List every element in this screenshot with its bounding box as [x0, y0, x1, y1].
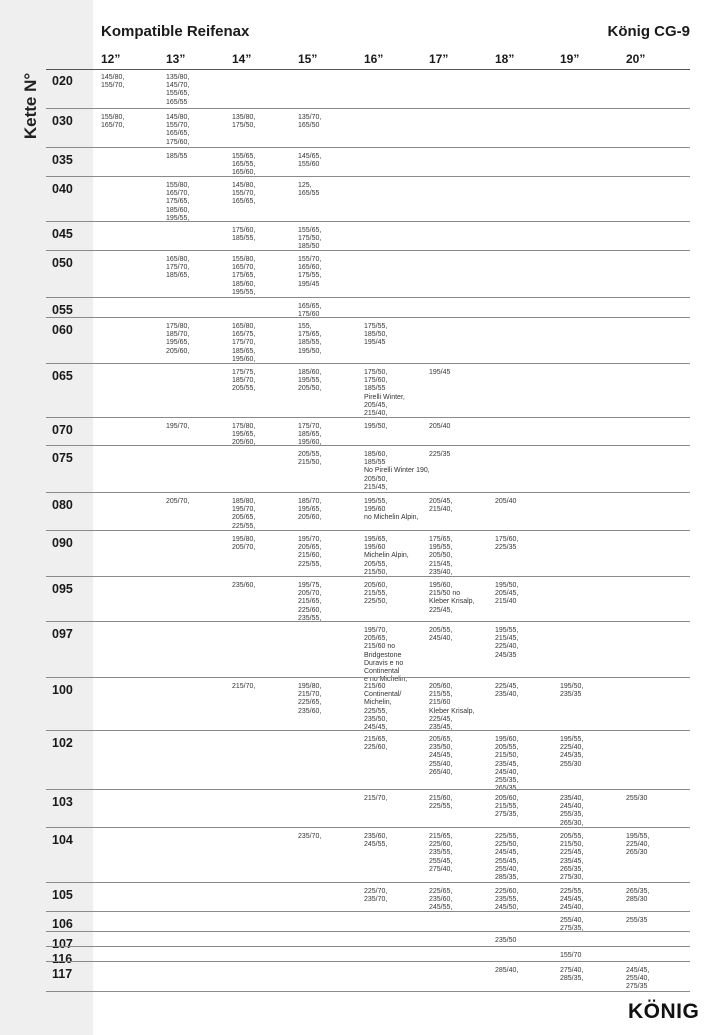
- tire-size-cell: 145/80, 155/70,: [101, 74, 125, 90]
- tire-size-cell: 125, 165/55: [298, 182, 320, 198]
- chain-code: 055: [52, 303, 73, 317]
- tire-size-cell: 205/55, 245/40,: [429, 627, 453, 643]
- tire-size-cell: 215/65, 225/60,: [364, 736, 388, 752]
- tire-size-cell: 175/65, 195/55, 205/50, 215/45, 235/40,: [429, 536, 453, 576]
- tire-size-cell: 185/60, 185/55 No Pirelli Winter 190, 205/50, 215/45,: [364, 451, 430, 491]
- chain-code: 045: [52, 227, 73, 241]
- table-row: [46, 828, 690, 883]
- chain-code: 117: [52, 967, 73, 981]
- tire-size-cell: 185/55: [166, 153, 188, 160]
- tire-size-cell: 225/70, 235/70,: [364, 888, 388, 904]
- table-row: [46, 222, 690, 251]
- tire-size-cell: 195/70, 205/65, 215/60 no Bridgestone Duravis e no Continental e no Michelin,: [364, 627, 408, 684]
- tire-size-cell: 205/40: [495, 498, 517, 505]
- size-header: 17”: [429, 52, 449, 66]
- chain-code: 106: [52, 917, 73, 931]
- table-row: [46, 251, 690, 298]
- tire-size-cell: 155, 175/65, 185/55, 195/50,: [298, 323, 322, 355]
- tire-size-cell: 175/70, 185/65, 195/60,: [298, 423, 322, 447]
- tire-size-cell: 215/60, 225/55,: [429, 795, 453, 811]
- tire-size-cell: 195/60, 205/55, 215/50, 235/45, 245/40, 255/35, 265/35,: [495, 736, 519, 793]
- tire-size-cell: 175/60, 185/55,: [232, 227, 256, 243]
- tire-size-cell: 195/50, 205/45, 215/40: [495, 582, 519, 606]
- chain-code: 070: [52, 423, 73, 437]
- konig-logo-text: KÖNIG: [628, 1000, 700, 1021]
- table-row: [46, 531, 690, 577]
- tire-size-cell: 135/70, 165/50: [298, 114, 322, 130]
- tire-size-cell: 205/40: [429, 423, 451, 430]
- tire-size-cell: 155/80, 165/70, 175/65, 185/60, 195/55,: [166, 182, 190, 222]
- tire-size-cell: 235/40, 245/40, 255/35, 265/30,: [560, 795, 584, 827]
- chain-code: 102: [52, 736, 73, 750]
- chain-code: 060: [52, 323, 73, 337]
- tire-size-cell: 275/40, 285/35,: [560, 967, 584, 983]
- table-row: [46, 418, 690, 446]
- tire-size-cell: 145/65, 155/60: [298, 153, 322, 169]
- chain-code: 103: [52, 795, 73, 809]
- chain-code: 107: [52, 937, 73, 951]
- chain-code: 105: [52, 888, 73, 902]
- tire-size-cell: 225/65, 235/60, 245/55,: [429, 888, 453, 912]
- tire-size-cell: 235/50: [495, 937, 517, 944]
- tire-size-cell: 225/55, 245/45, 245/40,: [560, 888, 584, 912]
- tire-size-cell: 205/60, 215/55, 225/50,: [364, 582, 388, 606]
- tire-size-cell: 205/60, 215/55, 275/35,: [495, 795, 519, 819]
- table-row: [46, 790, 690, 828]
- size-header: 13”: [166, 52, 186, 66]
- vertical-label-chain-number: Kette N°: [21, 72, 40, 140]
- tire-size-cell: 215/70,: [232, 683, 256, 690]
- tire-size-cell: 175/55, 185/50, 195/45: [364, 323, 388, 347]
- tire-size-cell: 165/80, 165/75, 175/70, 185/65, 195/60,: [232, 323, 256, 363]
- tire-size-cell: 195/50, 235/35: [560, 683, 584, 699]
- table-row: [46, 364, 690, 418]
- tire-size-cell: 215/65, 225/60, 235/55, 255/45, 275/40,: [429, 833, 453, 873]
- tire-size-cell: 185/60, 195/55, 205/50,: [298, 369, 322, 393]
- tire-size-cell: 215/60 Continental/ Michelin, 225/55, 235/50, 245/45,: [364, 683, 402, 732]
- table-row: [46, 69, 690, 109]
- tire-size-cell: 195/80, 215/70, 225/65, 235/60,: [298, 683, 322, 715]
- tire-size-cell: 185/70, 195/65, 205/60,: [298, 498, 322, 522]
- tire-size-cell: 195/50,: [364, 423, 388, 430]
- table-row: [46, 446, 690, 493]
- product-title: König CG-9: [607, 23, 690, 40]
- chain-code: 097: [52, 627, 73, 641]
- table-row: [46, 947, 690, 966]
- tire-size-cell: 235/70,: [298, 833, 322, 840]
- tire-size-cell: 195/65, 195/60 Michelin Alpin, 205/55, 215/50,: [364, 536, 409, 576]
- tire-size-cell: 165/65, 175/60: [298, 303, 322, 319]
- chain-code: 065: [52, 369, 73, 383]
- table-row: [46, 962, 690, 992]
- chain-code: 020: [52, 74, 73, 88]
- tire-size-cell: 175/60, 225/35: [495, 536, 519, 552]
- tire-size-cell: 255/35: [626, 917, 648, 924]
- size-header: 20”: [626, 52, 646, 66]
- table-row: [46, 109, 690, 148]
- table-row: [46, 493, 690, 531]
- tire-size-cell: 205/60, 215/55, 215/60 Kleber Krisalp, 225/45, 235/45,: [429, 683, 475, 732]
- tire-size-cell: 205/65, 235/50, 245/45, 255/40, 265/40,: [429, 736, 453, 776]
- tire-size-cell: 175/80, 195/65, 205/60,: [232, 423, 256, 447]
- size-header: 14”: [232, 52, 252, 66]
- tire-size-cell: 225/45, 235/40,: [495, 683, 519, 699]
- tire-size-cell: 135/80, 175/50,: [232, 114, 256, 130]
- chain-code: 116: [52, 952, 73, 966]
- tire-size-cell: 195/55, 215/45, 225/40, 245/35: [495, 627, 519, 659]
- tire-size-cell: 135/80, 145/70, 155/65, 165/55: [166, 74, 190, 106]
- table-row: [46, 298, 690, 318]
- tire-size-cell: 205/55, 215/50, 225/45, 235/45, 265/35, 275/30,: [560, 833, 584, 882]
- tire-size-cell: 205/70,: [166, 498, 190, 505]
- chain-code: 095: [52, 582, 73, 596]
- row-divider: [46, 991, 690, 992]
- tire-size-cell: 255/40, 275/35,: [560, 917, 584, 933]
- tire-size-cell: 195/75, 205/70, 215/65, 225/60, 235/55,: [298, 582, 322, 622]
- chain-code: 030: [52, 114, 73, 128]
- chain-code: 035: [52, 153, 73, 167]
- tire-size-cell: 145/80, 155/70, 165/65,: [232, 182, 256, 206]
- page-title: Kompatible Reifenax: [101, 23, 250, 40]
- tire-size-cell: 155/80, 165/70,: [101, 114, 125, 130]
- table-row: [46, 731, 690, 793]
- table-row: [46, 577, 690, 622]
- table-row: [46, 622, 690, 684]
- tire-size-cell: 155/70, 165/60, 175/55, 195/45: [298, 256, 322, 288]
- table-row: [46, 678, 690, 731]
- tire-size-cell: 195/70,: [166, 423, 190, 430]
- chain-code: 100: [52, 683, 73, 697]
- table-row: [46, 912, 690, 932]
- tire-size-cell: 155/80, 165/70, 175/65, 185/60, 195/55,: [232, 256, 256, 296]
- size-header: 12”: [101, 52, 121, 66]
- tire-size-cell: 195/60, 215/50 no Kleber Krisalp, 225/45,: [429, 582, 475, 614]
- tire-size-cell: 285/40,: [495, 967, 519, 974]
- tire-size-cell: 155/65, 175/50, 185/50: [298, 227, 322, 251]
- tire-size-cell: 195/55, 225/40, 245/35, 255/30: [560, 736, 584, 768]
- table-row: [46, 148, 690, 177]
- tire-size-cell: 195/80, 205/70,: [232, 536, 256, 552]
- tire-size-cell: 175/80, 185/70, 195/65, 205/60,: [166, 323, 190, 355]
- chain-code: 090: [52, 536, 73, 550]
- tire-size-cell: 215/70,: [364, 795, 388, 802]
- tire-size-cell: 195/55, 225/40, 265/30: [626, 833, 650, 857]
- tire-size-cell: 155/70: [560, 952, 582, 959]
- table-row: [46, 883, 690, 912]
- tire-size-cell: 195/70, 205/65, 215/60, 225/55,: [298, 536, 322, 568]
- tire-size-cell: 195/45: [429, 369, 451, 376]
- tire-size-cell: 185/80, 195/70, 205/65, 225/55,: [232, 498, 256, 530]
- size-header: 15”: [298, 52, 318, 66]
- tire-size-cell: 175/75, 185/70, 205/55,: [232, 369, 256, 393]
- tire-size-cell: 225/55, 225/50, 245/45, 255/45, 255/40, 285/35,: [495, 833, 519, 882]
- size-header: 18”: [495, 52, 515, 66]
- tire-size-cell: 255/30: [626, 795, 648, 802]
- tire-size-cell: 175/50, 175/60, 185/55 Pirelli Winter, 205/45, 215/40,: [364, 369, 405, 418]
- table-row: [46, 318, 690, 364]
- chain-code: 104: [52, 833, 73, 847]
- konig-logo: [628, 999, 708, 1021]
- size-header: 16”: [364, 52, 384, 66]
- tire-size-cell: 155/65, 165/55, 165/60,: [232, 153, 256, 177]
- table-row: [46, 177, 690, 222]
- table-row: [46, 932, 690, 951]
- chain-code: 080: [52, 498, 73, 512]
- chain-code: 050: [52, 256, 73, 270]
- chain-code: 075: [52, 451, 73, 465]
- chain-code: 040: [52, 182, 73, 196]
- tire-size-cell: 165/80, 175/70, 185/65,: [166, 256, 190, 280]
- tire-size-cell: 245/45, 255/40, 275/35: [626, 967, 650, 991]
- tire-size-cell: 195/55, 195/60 no Michelin Alpin,: [364, 498, 419, 522]
- tire-size-cell: 235/60,: [232, 582, 256, 589]
- size-header: 19”: [560, 52, 580, 66]
- tire-size-cell: 225/60, 235/55, 245/50,: [495, 888, 519, 912]
- tire-size-cell: 235/60, 245/55,: [364, 833, 388, 849]
- tire-size-cell: 225/35: [429, 451, 451, 458]
- tire-size-cell: 265/35, 285/30: [626, 888, 650, 904]
- tire-size-cell: 205/55, 215/50,: [298, 451, 322, 467]
- tire-size-cell: 205/45, 215/40,: [429, 498, 453, 514]
- tire-size-cell: 145/80, 155/70, 165/65, 175/60,: [166, 114, 190, 146]
